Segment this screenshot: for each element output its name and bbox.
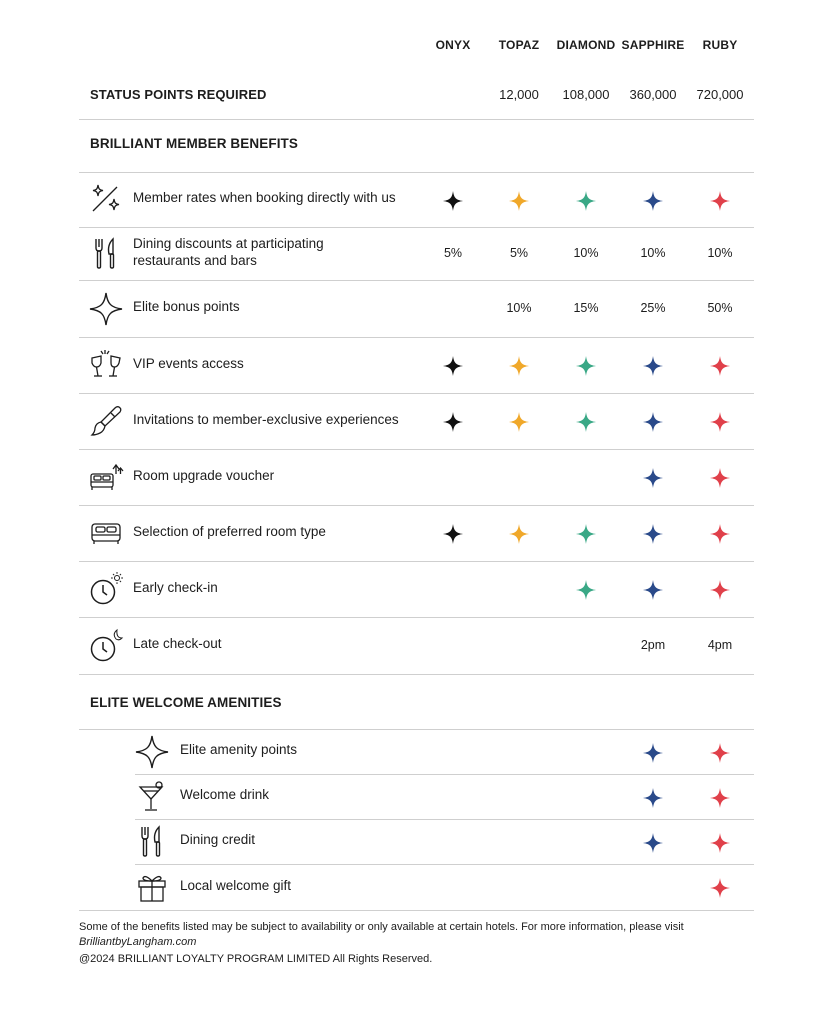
benefit-label-vip-events-access: VIP events access	[133, 355, 244, 371]
benefit-label-room-upgrade-voucher: Room upgrade voucher	[133, 467, 275, 483]
divider	[79, 227, 754, 228]
benefit-star-ruby	[710, 412, 730, 432]
clock-moon-icon	[89, 629, 123, 663]
benefit-label-elite-bonus-points: Elite bonus points	[133, 299, 240, 314]
benefit-star-sapphire	[643, 580, 663, 600]
benefit-star-onyx	[443, 191, 463, 211]
amenity-star-ruby	[710, 788, 730, 808]
benefit-star-topaz	[509, 191, 529, 211]
benefit-value-diamond: 15%	[573, 300, 599, 315]
divider	[79, 910, 754, 911]
bed-upgrade-icon	[89, 460, 123, 494]
benefit-value-onyx: 5%	[443, 245, 463, 260]
amenity-label-local-welcome-gift: Local welcome gift	[180, 877, 292, 893]
cocktail-icon	[135, 780, 169, 814]
benefit-label-invitations-to-member-exclusive-experiences: Invitations to member-exclusive experiences	[133, 411, 399, 427]
divider	[135, 774, 754, 775]
benefit-star-sapphire	[643, 412, 663, 432]
divider	[79, 393, 754, 394]
amenity-star-sapphire	[643, 833, 663, 853]
welcome-amenities-heading: ELITE WELCOME AMENITIES	[90, 695, 282, 710]
benefit-star-onyx	[443, 524, 463, 544]
benefit-value-sapphire: 2pm	[640, 637, 666, 652]
benefit-star-sapphire	[643, 468, 663, 488]
divider	[79, 617, 754, 618]
benefit-star-onyx	[443, 356, 463, 376]
benefit-label-dining-discounts-at-participating-restaurants-and-bars: Dining discounts at participating restaurants and bars	[133, 235, 324, 268]
benefit-star-ruby	[710, 580, 730, 600]
benefit-value-ruby: 10%	[707, 245, 733, 260]
benefit-star-diamond	[576, 356, 596, 376]
divider	[79, 729, 754, 730]
benefit-value-diamond: 10%	[573, 245, 599, 260]
benefit-star-diamond	[576, 412, 596, 432]
status-points-diamond: 108,000	[562, 87, 610, 102]
tier-header-ruby: RUBY	[702, 38, 738, 52]
star-outline-icon	[89, 292, 123, 326]
divider	[135, 819, 754, 820]
benefit-star-ruby	[710, 191, 730, 211]
gift-icon	[135, 870, 169, 904]
divider	[135, 864, 754, 865]
benefit-star-ruby	[710, 468, 730, 488]
champagne-glasses-icon	[89, 348, 123, 382]
amenity-label-dining-credit: Dining credit	[180, 832, 256, 847]
benefit-star-sapphire	[643, 191, 663, 211]
benefit-star-topaz	[509, 524, 529, 544]
benefit-star-ruby	[710, 356, 730, 376]
divider	[79, 449, 754, 450]
footer-link[interactable]: BrilliantbyLangham.com	[79, 936, 197, 948]
benefit-value-sapphire: 25%	[640, 300, 666, 315]
benefit-value-ruby: 4pm	[707, 637, 733, 652]
clock-sun-icon	[89, 572, 123, 606]
status-points-sapphire: 360,000	[629, 87, 677, 102]
tier-header-diamond: DIAMOND	[556, 38, 616, 52]
footer-disclaimer: Some of the benefits listed may be subject to availability or only available at certain hotels. For more information, please visit	[79, 921, 684, 933]
benefit-star-diamond	[576, 191, 596, 211]
benefit-star-onyx	[443, 412, 463, 432]
divider	[79, 280, 754, 281]
tier-header-sapphire: SAPPHIRE	[621, 38, 685, 52]
benefit-star-ruby	[710, 524, 730, 544]
amenity-label-elite-amenity-points: Elite amenity points	[180, 742, 298, 757]
footer-copyright: @2024 BRILLIANT LOYALTY PROGRAM LIMITED All Rights Reserved.	[79, 953, 433, 965]
benefit-star-topaz	[509, 412, 529, 432]
benefit-star-sapphire	[643, 524, 663, 544]
star-outline-icon	[135, 735, 169, 769]
sparkles-icon	[89, 183, 123, 217]
benefit-star-diamond	[576, 524, 596, 544]
benefit-label-early-check-in: Early check-in	[133, 579, 218, 595]
amenity-star-sapphire	[643, 743, 663, 763]
benefit-label-member-rates-when-booking-directly-with-us: Member rates when booking directly with us	[133, 190, 396, 205]
fork-knife-icon	[135, 825, 169, 859]
amenity-star-ruby	[710, 743, 730, 763]
benefit-label-late-check-out: Late check-out	[133, 636, 222, 651]
status-points-topaz: 12,000	[499, 87, 539, 102]
divider	[79, 337, 754, 338]
tier-header-topaz: TOPAZ	[498, 38, 540, 52]
amenity-label-welcome-drink: Welcome drink	[180, 787, 270, 802]
benefit-value-ruby: 50%	[707, 300, 733, 315]
tier-header-onyx: ONYX	[435, 38, 471, 52]
benefit-value-topaz: 10%	[506, 300, 532, 315]
member-benefits-heading: BRILLIANT MEMBER BENEFITS	[90, 136, 298, 151]
status-points-ruby: 720,000	[696, 87, 744, 102]
benefit-label-selection-of-preferred-room-type: Selection of preferred room type	[133, 523, 326, 539]
footer-note	[79, 920, 769, 950]
benefit-star-topaz	[509, 356, 529, 376]
benefit-value-topaz: 5%	[509, 245, 529, 260]
benefit-star-diamond	[576, 580, 596, 600]
divider	[79, 561, 754, 562]
divider	[79, 172, 754, 173]
amenity-star-ruby	[710, 833, 730, 853]
divider	[79, 119, 754, 120]
status-points-label: STATUS POINTS REQUIRED	[90, 87, 267, 102]
amenity-star-ruby	[710, 878, 730, 898]
benefit-star-sapphire	[643, 356, 663, 376]
bed-icon	[89, 516, 123, 550]
amenity-star-sapphire	[643, 788, 663, 808]
divider	[79, 674, 754, 675]
divider	[79, 505, 754, 506]
benefit-value-sapphire: 10%	[640, 245, 666, 260]
fork-knife-icon	[89, 237, 123, 271]
paintbrush-icon	[89, 404, 123, 438]
